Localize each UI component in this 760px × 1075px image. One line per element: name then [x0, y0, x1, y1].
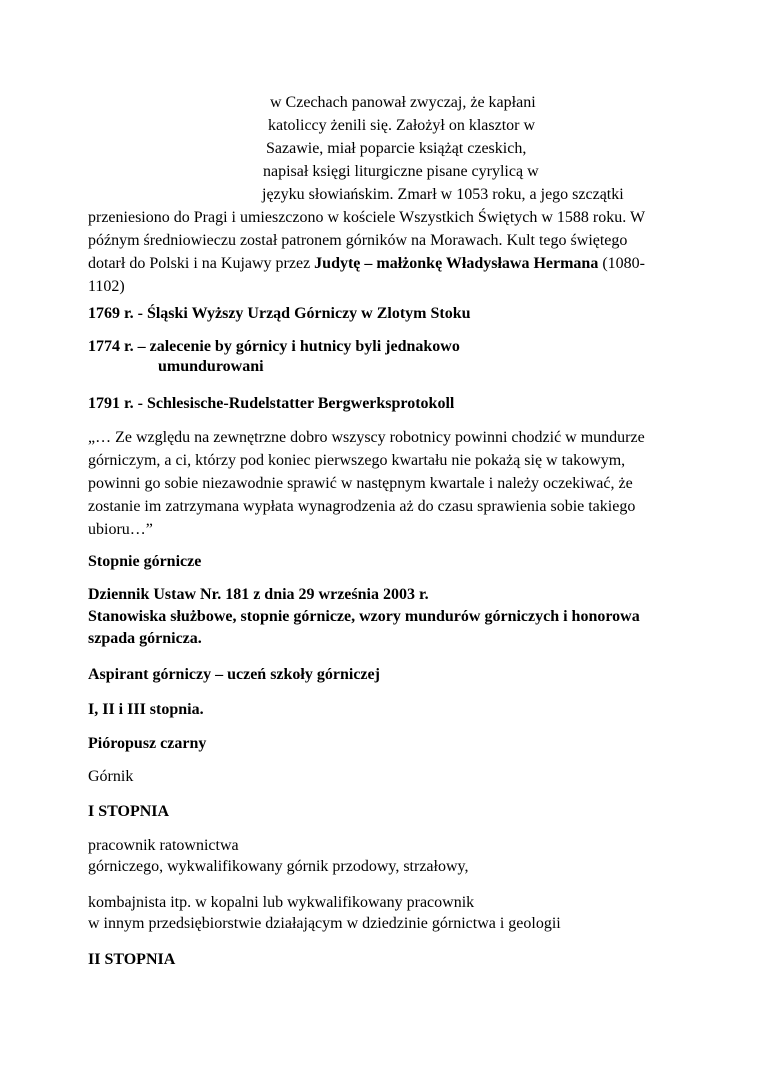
- paragraph-line: górniczego, wykwalifikowany górnik przodowy, strzałowy,: [88, 858, 469, 875]
- pioropusz-heading: Pióropusz czarny: [88, 735, 207, 752]
- paragraph-line: w innym przedsiębiorstwie działającym w dziedzinie górnictwa i geologii: [88, 915, 561, 932]
- degrees-heading: I, II i III stopnia.: [88, 701, 204, 718]
- intro-line: katoliccy żenili się. Założył on klasztor w: [268, 117, 536, 134]
- intro-line: napisał księgi liturgiczne pisane cyrylicą w: [263, 163, 539, 180]
- law-subtitle: Stanowiska służbowe, stopnie górnicze, wzory mundurów górniczych i honorowa: [88, 608, 640, 625]
- heading-1774-cont: umundurowani: [158, 358, 264, 375]
- heading-1769: 1769 r. - Śląski Wyższy Urząd Górniczy w Zlotym Stoku: [88, 305, 471, 322]
- kult-text-after: (1080-: [598, 255, 645, 272]
- kult-line: [88, 254, 645, 274]
- intro-line: języku słowiańskim. Zmarł w 1053 roku, a jego szczątki: [262, 186, 624, 203]
- quote-line: ubioru…”: [88, 521, 153, 538]
- paragraph-line: pracownik ratownictwa: [88, 837, 239, 854]
- intro-line: Sazawie, miał poparcie książąt czeskich,: [266, 140, 527, 157]
- kult-text-before: dotarł do Polski i na Kujawy przez: [88, 255, 315, 272]
- intro-line: późnym średniowieczu został patronem górników na Morawach. Kult tego świętego: [88, 232, 628, 249]
- kult-line-cont: 1102): [88, 278, 125, 295]
- aspirant-heading: Aspirant górniczy – uczeń szkoły górniczej: [88, 666, 380, 683]
- stopnia-1-heading: I STOPNIA: [88, 803, 170, 820]
- paragraph-line: kombajnista itp. w kopalni lub wykwalifikowany pracownik: [88, 894, 475, 911]
- gornik-label: Górnik: [88, 768, 134, 785]
- quote-line: górniczym, a ci, którzy pod koniec pierwszego kwartału nie pokażą się w takowym,: [88, 452, 626, 469]
- law-title: Dziennik Ustaw Nr. 181 z dnia 29 września 2003 r.: [88, 586, 429, 603]
- quote-line: powinni go sobie niezawodnie sprawić w następnym kwartale i należy oczekiwać, że: [88, 475, 633, 492]
- quote-line: „… Ze względu na zewnętrzne dobro wszyscy robotnicy powinni chodzić w mundurze: [88, 429, 645, 446]
- kult-text-bold: Judytę – małżonkę Władysława Hermana: [314, 255, 599, 272]
- stopnia-2-heading: II STOPNIA: [88, 951, 176, 968]
- intro-line: w Czechach panował zwyczaj, że kapłani: [270, 94, 536, 111]
- section-stopnie: Stopnie górnicze: [88, 553, 202, 570]
- heading-1791: 1791 r. - Schlesische-Rudelstatter Bergwerksprotokoll: [88, 395, 455, 412]
- law-subtitle-cont: szpada górnicza.: [88, 630, 202, 647]
- quote-line: zostanie im zatrzymana wypłata wynagrodzenia aż do czasu sprawienia sobie takiego: [88, 498, 636, 515]
- intro-line: przeniesiono do Pragi i umieszczono w kościele Wszystkich Świętych w 1588 roku. W: [88, 209, 646, 226]
- heading-1774: 1774 r. – zalecenie by górnicy i hutnicy byli jednakowo: [88, 338, 460, 355]
